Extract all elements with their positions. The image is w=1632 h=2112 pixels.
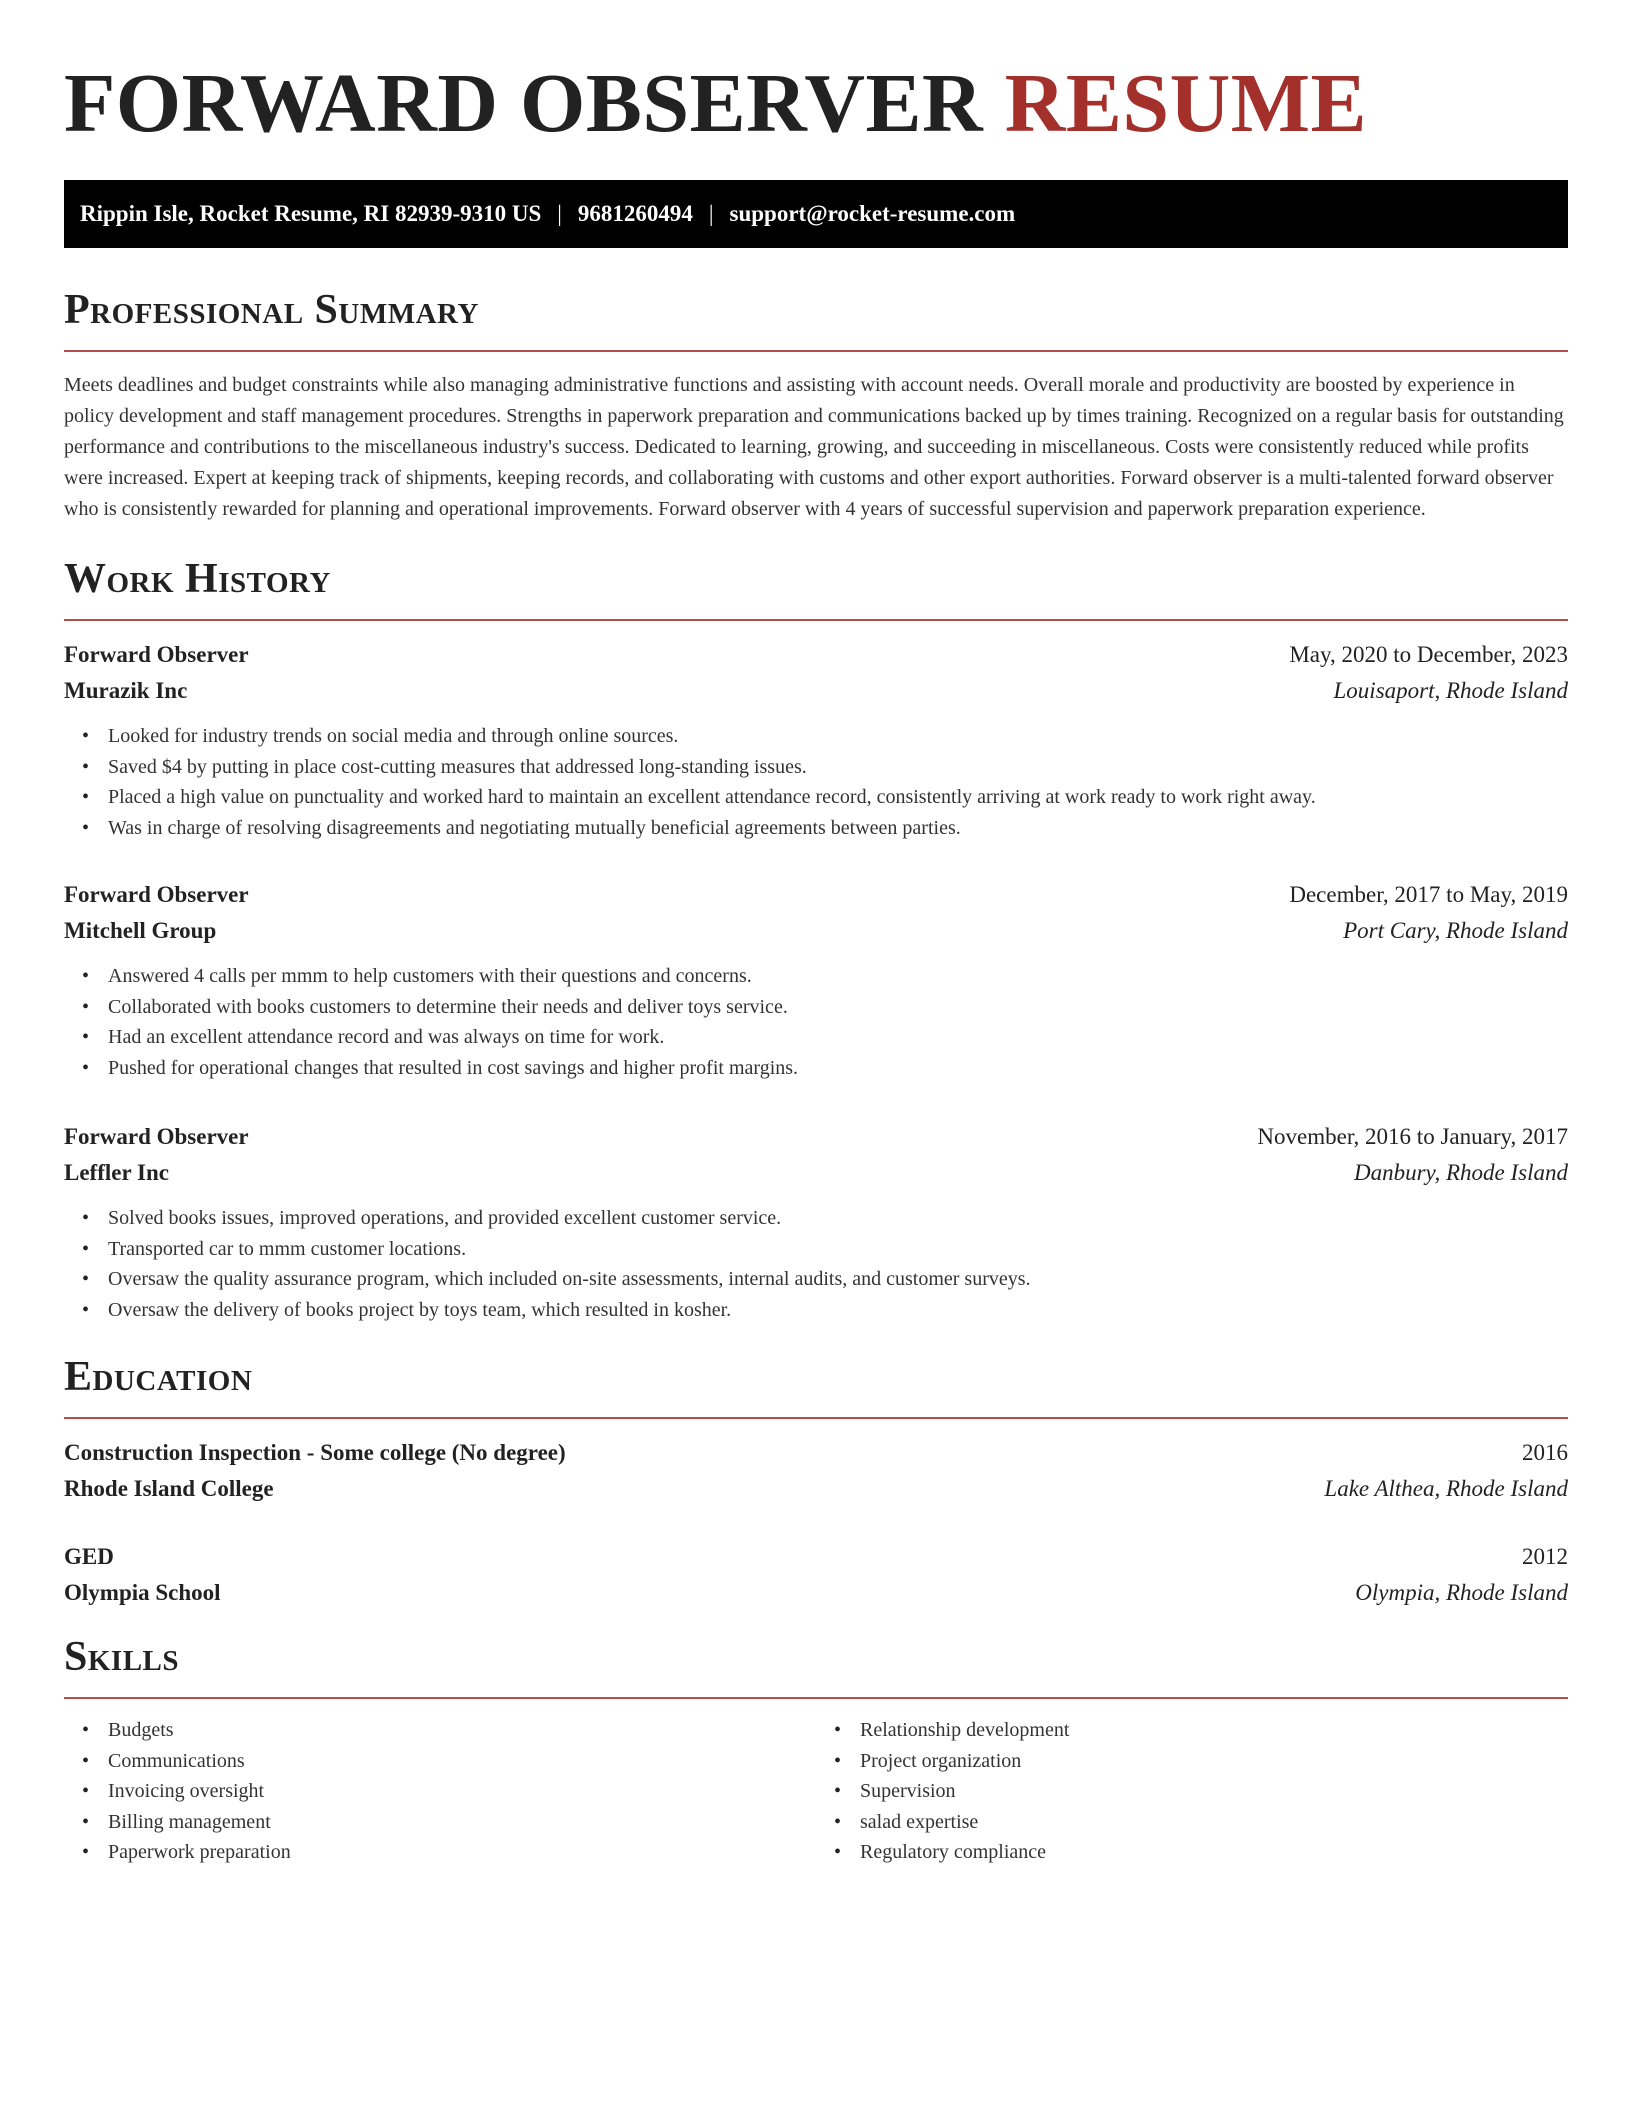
- education-entry: [64, 1435, 1568, 1507]
- education-school-row: [64, 1575, 1568, 1611]
- job-company: Leffler Inc: [64, 1160, 169, 1185]
- list-item: • Answered 4 calls per mmm to help customers with their questions and concerns.: [108, 961, 1568, 992]
- education-year: 2012: [1522, 1544, 1568, 1569]
- job-dates: November, 2016 to January, 2017: [1257, 1124, 1568, 1149]
- education-header-row: [64, 1539, 1568, 1575]
- skill-item: • Budgets: [108, 1715, 816, 1746]
- contact-separator: |: [708, 201, 714, 226]
- list-item: • Looked for industry trends on social media and through online sources.: [108, 721, 1568, 752]
- list-item: • Solved books issues, improved operations, and provided excellent customer service.: [108, 1203, 1568, 1234]
- section-heading-summary: Professional Summary: [64, 287, 479, 333]
- job-title: Forward Observer: [64, 1124, 249, 1149]
- job-bullets: [64, 721, 1568, 843]
- education-location: Olympia, Rhode Island: [1355, 1580, 1568, 1605]
- contact-phone: 9681260494: [577, 201, 693, 226]
- list-item: • Saved $4 by putting in place cost-cutting measures that addressed long-standing issues.: [108, 752, 1568, 783]
- job-company: Mitchell Group: [64, 918, 217, 943]
- skill-item: • Paperwork preparation: [108, 1837, 816, 1868]
- summary-section: [64, 284, 1568, 525]
- job-dates: May, 2020 to December, 2023: [1289, 642, 1568, 667]
- skills-list-right: [816, 1715, 1568, 1868]
- education-school: Rhode Island College: [64, 1476, 274, 1501]
- skill-item: • Billing management: [108, 1807, 816, 1838]
- title-accent: RESUME: [1004, 57, 1368, 150]
- job-header-row: [64, 637, 1568, 673]
- skills-section: [64, 1631, 1568, 1868]
- job-company-row: [64, 913, 1568, 949]
- job-title: Forward Observer: [64, 882, 249, 907]
- contact-address: Rippin Isle, Rocket Resume, RI 82939-9310 US: [80, 201, 542, 226]
- contact-separator: |: [557, 201, 562, 226]
- title-main: FORWARD OBSERVER: [64, 57, 984, 150]
- job-bullets: [64, 1203, 1568, 1325]
- education-degree: GED: [64, 1544, 114, 1569]
- skill-item: • Project organization: [860, 1746, 1568, 1777]
- list-item: • Oversaw the quality assurance program, which included on-site assessments, internal audits, and customer surveys.: [108, 1264, 1568, 1295]
- skill-item: • salad expertise: [860, 1807, 1568, 1838]
- education-entry: [64, 1539, 1568, 1611]
- section-divider: [64, 1697, 1568, 1699]
- contact-email: support@rocket-resume.com: [729, 201, 1016, 226]
- job-entry: [64, 637, 1568, 843]
- skills-list-left: [64, 1715, 816, 1868]
- job-company: Murazik Inc: [64, 678, 188, 703]
- job-entry: [64, 1119, 1568, 1325]
- skill-item: • Invoicing oversight: [108, 1776, 816, 1807]
- job-dates: December, 2017 to May, 2019: [1289, 882, 1568, 907]
- education-school-row: [64, 1471, 1568, 1507]
- education-school: Olympia School: [64, 1580, 221, 1605]
- section-divider: [64, 619, 1568, 621]
- summary-text: Meets deadlines and budget constraints while also managing administrative functions and assisting with account needs. Overall morale and productivity are boosted by experience in policy development and staff management procedures. Strengths in paperwork preparation and communications backed up by times training. Recognized on a regular basis for outstanding performance and contributions to the miscellaneous industry's success. Dedicated to learning, growing, and succeeding in miscellaneous. Costs were consistently reduced while profits were increased. Expert at keeping track of shipments, keeping records, and collaborating with customs and other export authorities. Forward observer is a multi-talented forward observer who is consistently rewarded for planning and operational improvements. Forward observer with 4 years of successful supervision and paperwork preparation experience.: [64, 374, 1564, 520]
- job-header-row: [64, 1119, 1568, 1155]
- list-item: • Transported car to mmm customer locations.: [108, 1234, 1568, 1265]
- section-heading-education: Education: [64, 1354, 253, 1400]
- education-location: Lake Althea, Rhode Island: [1324, 1476, 1568, 1501]
- skill-item: • Relationship development: [860, 1715, 1568, 1746]
- job-title: Forward Observer: [64, 642, 249, 667]
- job-entry: [64, 877, 1568, 1083]
- skill-item: • Communications: [108, 1746, 816, 1777]
- education-degree: Construction Inspection - Some college (No degree): [64, 1440, 566, 1465]
- resume-title: [64, 0, 1568, 152]
- list-item: • Oversaw the delivery of books project by toys team, which resulted in kosher.: [108, 1295, 1568, 1326]
- section-divider: [64, 350, 1568, 352]
- list-item: • Was in charge of resolving disagreements and negotiating mutually beneficial agreements between parties.: [108, 813, 1568, 844]
- job-bullets: [64, 961, 1568, 1083]
- job-header-row: [64, 877, 1568, 913]
- section-heading-skills: Skills: [64, 1634, 180, 1680]
- skill-item: • Supervision: [860, 1776, 1568, 1807]
- education-header-row: [64, 1435, 1568, 1471]
- work-history-section: [64, 553, 1568, 1325]
- list-item: • Pushed for operational changes that resulted in cost savings and higher profit margins.: [108, 1053, 1568, 1084]
- list-item: • Had an excellent attendance record and was always on time for work.: [108, 1022, 1568, 1053]
- job-company-row: [64, 1155, 1568, 1191]
- skill-item: • Regulatory compliance: [860, 1837, 1568, 1868]
- education-year: 2016: [1522, 1440, 1568, 1465]
- list-item: • Collaborated with books customers to determine their needs and deliver toys service.: [108, 992, 1568, 1023]
- section-divider: [64, 1417, 1568, 1419]
- job-location: Port Cary, Rhode Island: [1343, 918, 1568, 943]
- contact-bar: [64, 180, 1568, 248]
- job-location: Danbury, Rhode Island: [1353, 1160, 1568, 1185]
- skills-columns: [64, 1715, 1568, 1868]
- job-location: Louisaport, Rhode Island: [1333, 678, 1568, 703]
- list-item: • Placed a high value on punctuality and worked hard to maintain an excellent attendance record, consistently arriving at work ready to work right away.: [108, 782, 1568, 813]
- education-section: [64, 1351, 1568, 1611]
- section-heading-work: Work History: [64, 556, 331, 602]
- job-company-row: [64, 673, 1568, 709]
